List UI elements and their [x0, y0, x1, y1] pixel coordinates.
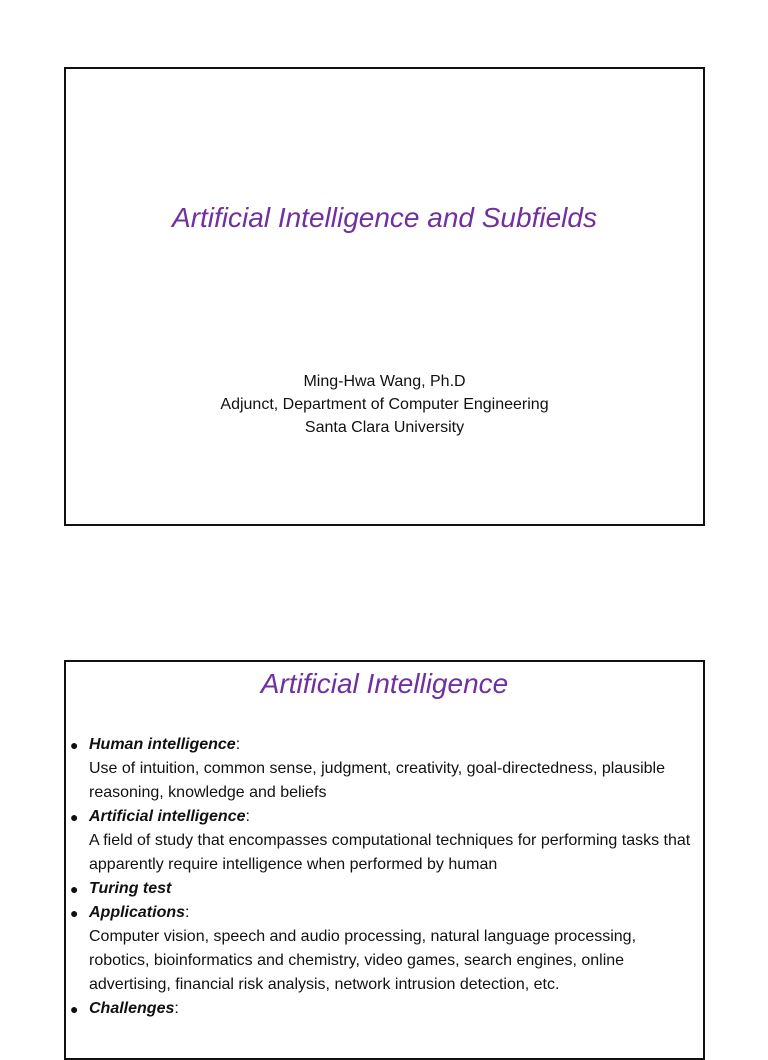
bullet-term: Challenges: [89, 1000, 175, 1017]
bullet-suffix: :: [235, 736, 241, 753]
bullet-term: Artificial intelligence: [89, 808, 246, 825]
bullet-dot-icon: ●: [70, 881, 79, 897]
bullet-suffix: :: [245, 808, 250, 825]
bullet-item-artificial-intelligence: [70, 805, 693, 877]
bullet-dot-icon: ●: [70, 905, 79, 921]
bullet-description: A field of study that encompasses computational techniques for performing tasks that apparently require intelligence when performed by human: [89, 832, 691, 873]
title-slide: [64, 67, 705, 526]
content-slide: [64, 660, 705, 1060]
slide-title: Artificial Intelligence and Subfields: [172, 202, 597, 233]
bullet-term: Human intelligence: [89, 736, 236, 753]
author-name: Ming-Hwa Wang, Ph.D: [303, 373, 466, 390]
bullet-item-challenges: [70, 997, 693, 1021]
bullet-item-applications: [70, 901, 693, 997]
author-block: [66, 370, 703, 439]
bullet-term: Applications: [89, 904, 186, 921]
bullet-dot-icon: ●: [70, 809, 79, 825]
bullet-dot-icon: ●: [70, 737, 79, 753]
bullet-description: Use of intuition, common sense, judgment, creativity, goal-directedness, plausible reasoning, knowledge and beliefs: [89, 760, 665, 801]
author-affiliation: Adjunct, Department of Computer Engineering: [220, 396, 549, 413]
bullet-list: [70, 733, 693, 1021]
bullet-suffix: :: [185, 904, 190, 921]
bullet-description: Computer vision, speech and audio processing, natural language processing, robotics, bioinformatics and chemistry, video games, search engines, online advertising, financial risk analysis, network intrusion detection, etc.: [89, 928, 637, 993]
slide-title: Artificial Intelligence: [260, 668, 509, 699]
author-university: Santa Clara University: [304, 419, 465, 436]
bullet-term: Turing test: [89, 880, 172, 897]
bullet-item-turing-test: [70, 877, 693, 901]
bullet-item-human-intelligence: [70, 733, 693, 805]
bullet-suffix: :: [174, 1000, 179, 1017]
bullet-dot-icon: ●: [70, 1001, 79, 1017]
